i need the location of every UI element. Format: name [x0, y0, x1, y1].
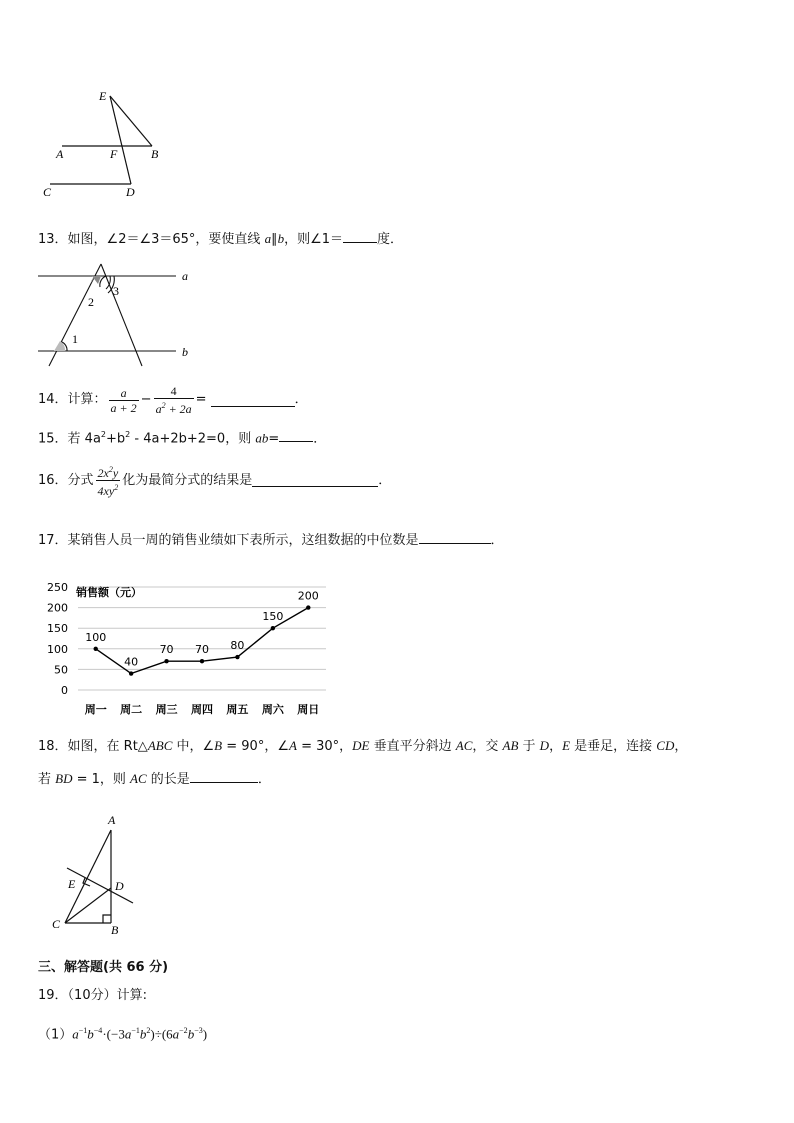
- q15-ab: ab: [255, 430, 269, 446]
- label-d: D: [115, 879, 124, 893]
- q19-paren2-open: (6: [161, 1026, 173, 1042]
- x-tick-label: 周三: [155, 703, 178, 716]
- q14-fraction-1: [109, 386, 139, 415]
- question-19-part-1: [38, 1023, 207, 1043]
- q19-part1-label: （1）: [38, 1027, 73, 1043]
- q18-text-9: 是垂足，连接: [570, 739, 657, 754]
- q13-answer-blank[interactable]: [343, 230, 377, 243]
- data-label: 70: [195, 643, 209, 657]
- y-tick-label: 100: [47, 642, 68, 656]
- figure-18: [48, 812, 148, 940]
- q19-paren2-close: ): [202, 1026, 208, 1042]
- q19-a1: a: [72, 1026, 79, 1042]
- q14-f2-denominator: [154, 398, 194, 416]
- q15-exp2: 2: [125, 430, 131, 439]
- q14-text: 14．计算：: [38, 392, 107, 407]
- q14-f2-numerator: 4: [170, 384, 177, 398]
- label-angle-2: 2: [88, 295, 94, 309]
- label-line-a: a: [182, 269, 188, 283]
- q14-suffix: ．: [294, 392, 308, 407]
- data-point: [306, 605, 310, 609]
- right-angle-b: [103, 915, 111, 923]
- q18-text-5: 垂直平分斜边: [369, 739, 456, 754]
- q19-paren-close: ): [150, 1026, 155, 1042]
- q18-a: A: [288, 738, 297, 753]
- q18-l2-ac: AC: [130, 771, 147, 786]
- q13-suffix: 度．: [377, 232, 404, 247]
- q19-a3-exp: −2: [179, 1026, 188, 1035]
- q19-b1-exp: −4: [93, 1026, 103, 1035]
- q16-fraction: [96, 463, 121, 498]
- x-tick-label: 周一: [84, 703, 107, 716]
- q18-answer-blank[interactable]: [190, 770, 258, 783]
- label-a: A: [56, 147, 64, 161]
- question-19-title: 19．（10分）计算:: [38, 988, 147, 1003]
- q18-b: B: [214, 738, 223, 753]
- label-c: C: [52, 917, 61, 931]
- q18-text-2: 中，∠: [172, 739, 215, 754]
- q14-minus: −: [140, 392, 152, 407]
- q15-exp1: 2: [100, 430, 107, 439]
- q19-b2: b: [139, 1026, 147, 1042]
- q16-num-b: y: [112, 466, 119, 480]
- question-14: [38, 384, 308, 416]
- data-label: 100: [85, 630, 107, 644]
- q16-suffix: ．: [378, 472, 392, 488]
- label-f: F: [110, 147, 118, 161]
- q14-f1-denominator: a + 2: [110, 400, 137, 415]
- question-15: [38, 427, 326, 447]
- q18-text-3: = 90°，∠: [222, 739, 289, 754]
- q16-num-a: 2x: [97, 466, 109, 480]
- q18-l2-text-2: = 1，则: [72, 772, 131, 787]
- q18-text-6: ，交: [472, 739, 503, 754]
- question-18-line-1: [38, 738, 687, 755]
- x-tick-label: 周二: [120, 703, 143, 716]
- q16-den-exp: 2: [114, 483, 119, 492]
- sales-line-chart: [36, 578, 336, 723]
- q19-a2: a: [124, 1026, 132, 1042]
- q19-b3: b: [187, 1026, 195, 1042]
- q18-ab: AB: [502, 738, 519, 753]
- data-label: 80: [230, 639, 245, 653]
- q16-num-exp: 2: [108, 465, 113, 474]
- q19-a1-exp: −1: [78, 1026, 88, 1035]
- question-16: [38, 463, 391, 498]
- q16-den-a: 4xy: [97, 484, 115, 498]
- y-tick-label: 0: [61, 684, 68, 697]
- x-tick-label: 周四: [191, 703, 213, 716]
- q17-suffix: ．: [490, 533, 504, 548]
- q18-text-8: ，: [549, 739, 563, 754]
- q19-b1: b: [87, 1026, 94, 1042]
- question-17: [38, 531, 504, 549]
- q18-d: D: [539, 738, 550, 753]
- q18-bd: BD: [55, 771, 73, 786]
- q18-ac: AC: [455, 738, 473, 753]
- data-point: [200, 659, 204, 663]
- y-tick-label: 200: [47, 601, 68, 615]
- q13-text-mid: ，则∠1＝: [284, 232, 344, 247]
- data-point: [94, 647, 98, 651]
- figure-13: [36, 262, 196, 372]
- q13-var-a: a: [264, 231, 272, 246]
- x-tick-label: 周六: [261, 703, 284, 716]
- data-point: [235, 655, 239, 659]
- data-label: 150: [262, 610, 284, 624]
- q18-text-4: = 30°，: [296, 739, 353, 754]
- q19-dot: ·: [102, 1026, 107, 1042]
- label-c: C: [43, 185, 52, 199]
- q14-f2-den-b: + 2a: [165, 402, 192, 416]
- q15-mid1: +b: [106, 431, 126, 447]
- figure-12: [36, 85, 176, 200]
- x-tick-label: 周五: [226, 703, 249, 716]
- q18-l2-text-1: 若: [38, 772, 56, 787]
- q14-answer-blank[interactable]: [211, 394, 295, 407]
- q16-numerator: [96, 463, 121, 480]
- q18-text-1: 18．如图，在 Rt△: [38, 739, 148, 754]
- q16-denominator: [96, 480, 121, 498]
- q17-text: 17．某销售人员一周的销售业绩如下表所示，这组数据的中位数是: [38, 533, 419, 548]
- label-line-b: b: [182, 345, 188, 359]
- q18-text-10: ，: [674, 739, 688, 754]
- q19-paren-open: (−3: [106, 1026, 125, 1042]
- q16-text-mid: 化为最简分式的结果是: [122, 472, 253, 488]
- y-tick-label: 50: [54, 663, 68, 677]
- data-point: [129, 671, 133, 675]
- data-point: [271, 626, 275, 630]
- q14-fraction-2: [154, 384, 194, 416]
- q14-f1-numerator: a: [120, 385, 127, 400]
- q14-equals: =: [195, 392, 207, 407]
- label-e: E: [99, 89, 107, 103]
- chart-title: 销售额（元）: [76, 586, 142, 599]
- label-a: A: [108, 813, 116, 827]
- label-angle-3: 3: [113, 284, 119, 298]
- label-d: D: [126, 185, 135, 199]
- label-e: E: [68, 877, 76, 891]
- q15-mid2: - 4a+2b+2=0，则: [130, 431, 256, 447]
- q19-a2-exp: −1: [131, 1026, 140, 1035]
- line-cd: [65, 888, 111, 923]
- q18-l2-text-3: 的长是: [146, 772, 190, 787]
- q15-text: 15．若 4a: [38, 431, 101, 447]
- data-label: 200: [297, 589, 319, 603]
- q18-text-7: 于: [518, 739, 540, 754]
- y-tick-label: 250: [47, 581, 68, 594]
- q15-suffix: ．: [313, 431, 327, 447]
- angle-arc-3a: [100, 276, 106, 287]
- q19-a3: a: [172, 1026, 180, 1042]
- q16-answer-blank[interactable]: [252, 474, 378, 487]
- x-tick-label: 周日: [297, 703, 320, 716]
- q17-answer-blank[interactable]: [419, 531, 491, 544]
- data-label: 70: [159, 643, 174, 657]
- q13-text: 13．如图，∠2＝∠3＝65°，要使直线: [38, 232, 265, 247]
- label-b: B: [151, 147, 159, 161]
- y-tick-label: 150: [47, 622, 68, 636]
- q19-b3-exp: −3: [194, 1026, 203, 1035]
- q18-abc: ABC: [147, 738, 173, 753]
- q18-cd: CD: [656, 738, 675, 753]
- data-label: 40: [124, 655, 139, 669]
- label-b: B: [111, 923, 119, 937]
- q18-suffix: ．: [257, 772, 271, 787]
- q15-equals: =: [268, 431, 280, 447]
- q14-f2-den-a: a: [155, 402, 162, 416]
- label-angle-1: 1: [72, 332, 78, 346]
- q18-e: E: [562, 738, 571, 753]
- q13-var-b: b: [277, 231, 285, 246]
- q13-parallel: ∥: [271, 232, 278, 247]
- question-13: [38, 230, 403, 248]
- data-point: [164, 659, 168, 663]
- section-3-heading: 三、解答题(共 66 分): [38, 960, 169, 975]
- q14-f2-den-exp: 2: [161, 401, 166, 410]
- question-18-line-2: [38, 770, 271, 788]
- q19-b2-exp: 2: [146, 1026, 151, 1035]
- q19-divide: ÷: [154, 1026, 162, 1042]
- q16-text: 16．分式: [38, 472, 94, 488]
- q18-de: DE: [352, 738, 370, 753]
- q15-answer-blank[interactable]: [279, 429, 313, 442]
